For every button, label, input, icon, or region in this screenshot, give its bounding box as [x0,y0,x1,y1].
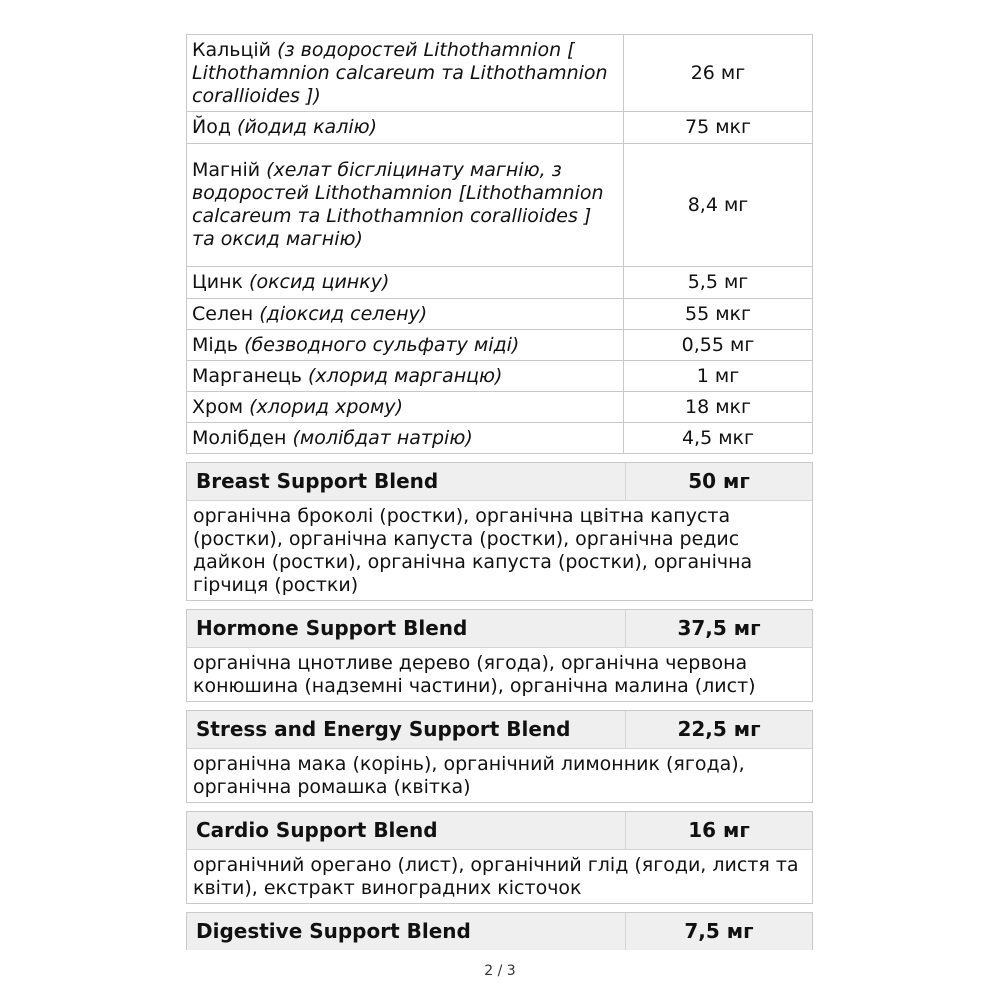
ingredient-name: Магній [192,159,261,181]
blend-header [187,711,812,749]
blend-name: Stress and Energy Support Blend [187,711,626,748]
page-indicator: 2 / 3 [484,963,516,979]
ingredient-name: Мідь [192,333,239,356]
ingredient-name: Селен [192,302,254,325]
blend-name: Digestive Support Blend [187,913,626,950]
blend-header [187,610,812,648]
ingredient-source: (з водоростей Lithothamnion [ Lithothamnion calcareum та Lithothamnion corallioides ]) [192,38,608,107]
ingredient-source: (йодид калію) [237,116,378,138]
ingredient-source: (безводного сульфату міді) [244,333,520,356]
blend-amount: 7,5 мг [684,919,754,943]
ingredient-source: (хлорид марганцю) [308,364,503,387]
ingredient-amount: 55 мкг [624,299,813,330]
blend-name: Breast Support Blend [187,463,626,500]
table-row [187,35,813,112]
ingredient-name: Марганець [192,364,302,387]
table-row [187,144,813,267]
blend-breast-support [186,462,813,601]
table-row [187,423,813,454]
blend-header [187,913,812,950]
ingredient-amount: 1 мг [624,361,813,392]
blend-header [187,463,812,501]
table-row [187,330,813,361]
blend-hormone-support [186,609,813,702]
ingredient-name: Цинк [192,271,243,293]
blend-ingredients: органічний орегано (лист), органічний глід (ягоди, листя та квіти), екстракт виноградних кісточок [193,854,799,899]
table-row [187,299,813,330]
blend-amount: 37,5 мг [677,616,761,640]
ingredient-source: (молібдат натрію) [292,426,473,449]
ingredient-name: Кальцій [192,38,272,61]
minerals-table [186,34,813,454]
table-row [187,392,813,423]
blend-ingredients: органічна броколі (ростки), органічна цвітна капуста (ростки), органічна капуста (ростки), органічна редис дайкон (ростки), органічна капуста (ростки), органічна гірчиця (ростки) [193,505,753,596]
ingredient-amount: 75 мкг [624,112,813,144]
ingredient-amount: 8,4 мг [624,144,813,267]
blend-amount: 22,5 мг [677,717,761,741]
blend-header [187,812,812,850]
table-row [187,112,813,144]
ingredient-source: (хлорид хрому) [249,395,404,418]
blend-cardio-support [186,811,813,904]
ingredient-amount: 26 мг [624,35,813,112]
blend-name: Hormone Support Blend [187,610,626,647]
table-row [187,267,813,299]
blend-name: Cardio Support Blend [187,812,626,849]
ingredient-source: (оксид цинку) [249,271,390,293]
ingredient-amount: 5,5 мг [624,267,813,299]
ingredient-source: (хелат бісгліцинату магнію, з водоростей Lithothamnion [Lithothamnion calcareum та Lithothamnion corallioides ] та оксид магнію) [192,159,604,250]
supplement-facts-sheet [186,34,813,950]
ingredient-amount: 18 мкг [624,392,813,423]
blend-ingredients: органічна цнотливе дерево (ягода), органічна червона конюшина (надземні частини), органічна малина (лист) [193,652,756,697]
ingredient-amount: 0,55 мг [624,330,813,361]
blend-stress-energy-support [186,710,813,803]
blend-ingredients: органічна мака (корінь), органічний лимонник (ягода), органічна ромашка (квітка) [193,753,745,798]
ingredient-name: Хром [192,395,244,418]
ingredient-source: (діоксид селену) [259,302,428,325]
blend-amount: 50 мг [688,469,750,493]
table-row [187,361,813,392]
ingredient-name: Молібден [192,426,287,449]
blend-digestive-support [186,912,813,950]
ingredient-name: Йод [192,116,231,138]
ingredient-amount: 4,5 мкг [624,423,813,454]
blend-amount: 16 мг [688,818,750,842]
